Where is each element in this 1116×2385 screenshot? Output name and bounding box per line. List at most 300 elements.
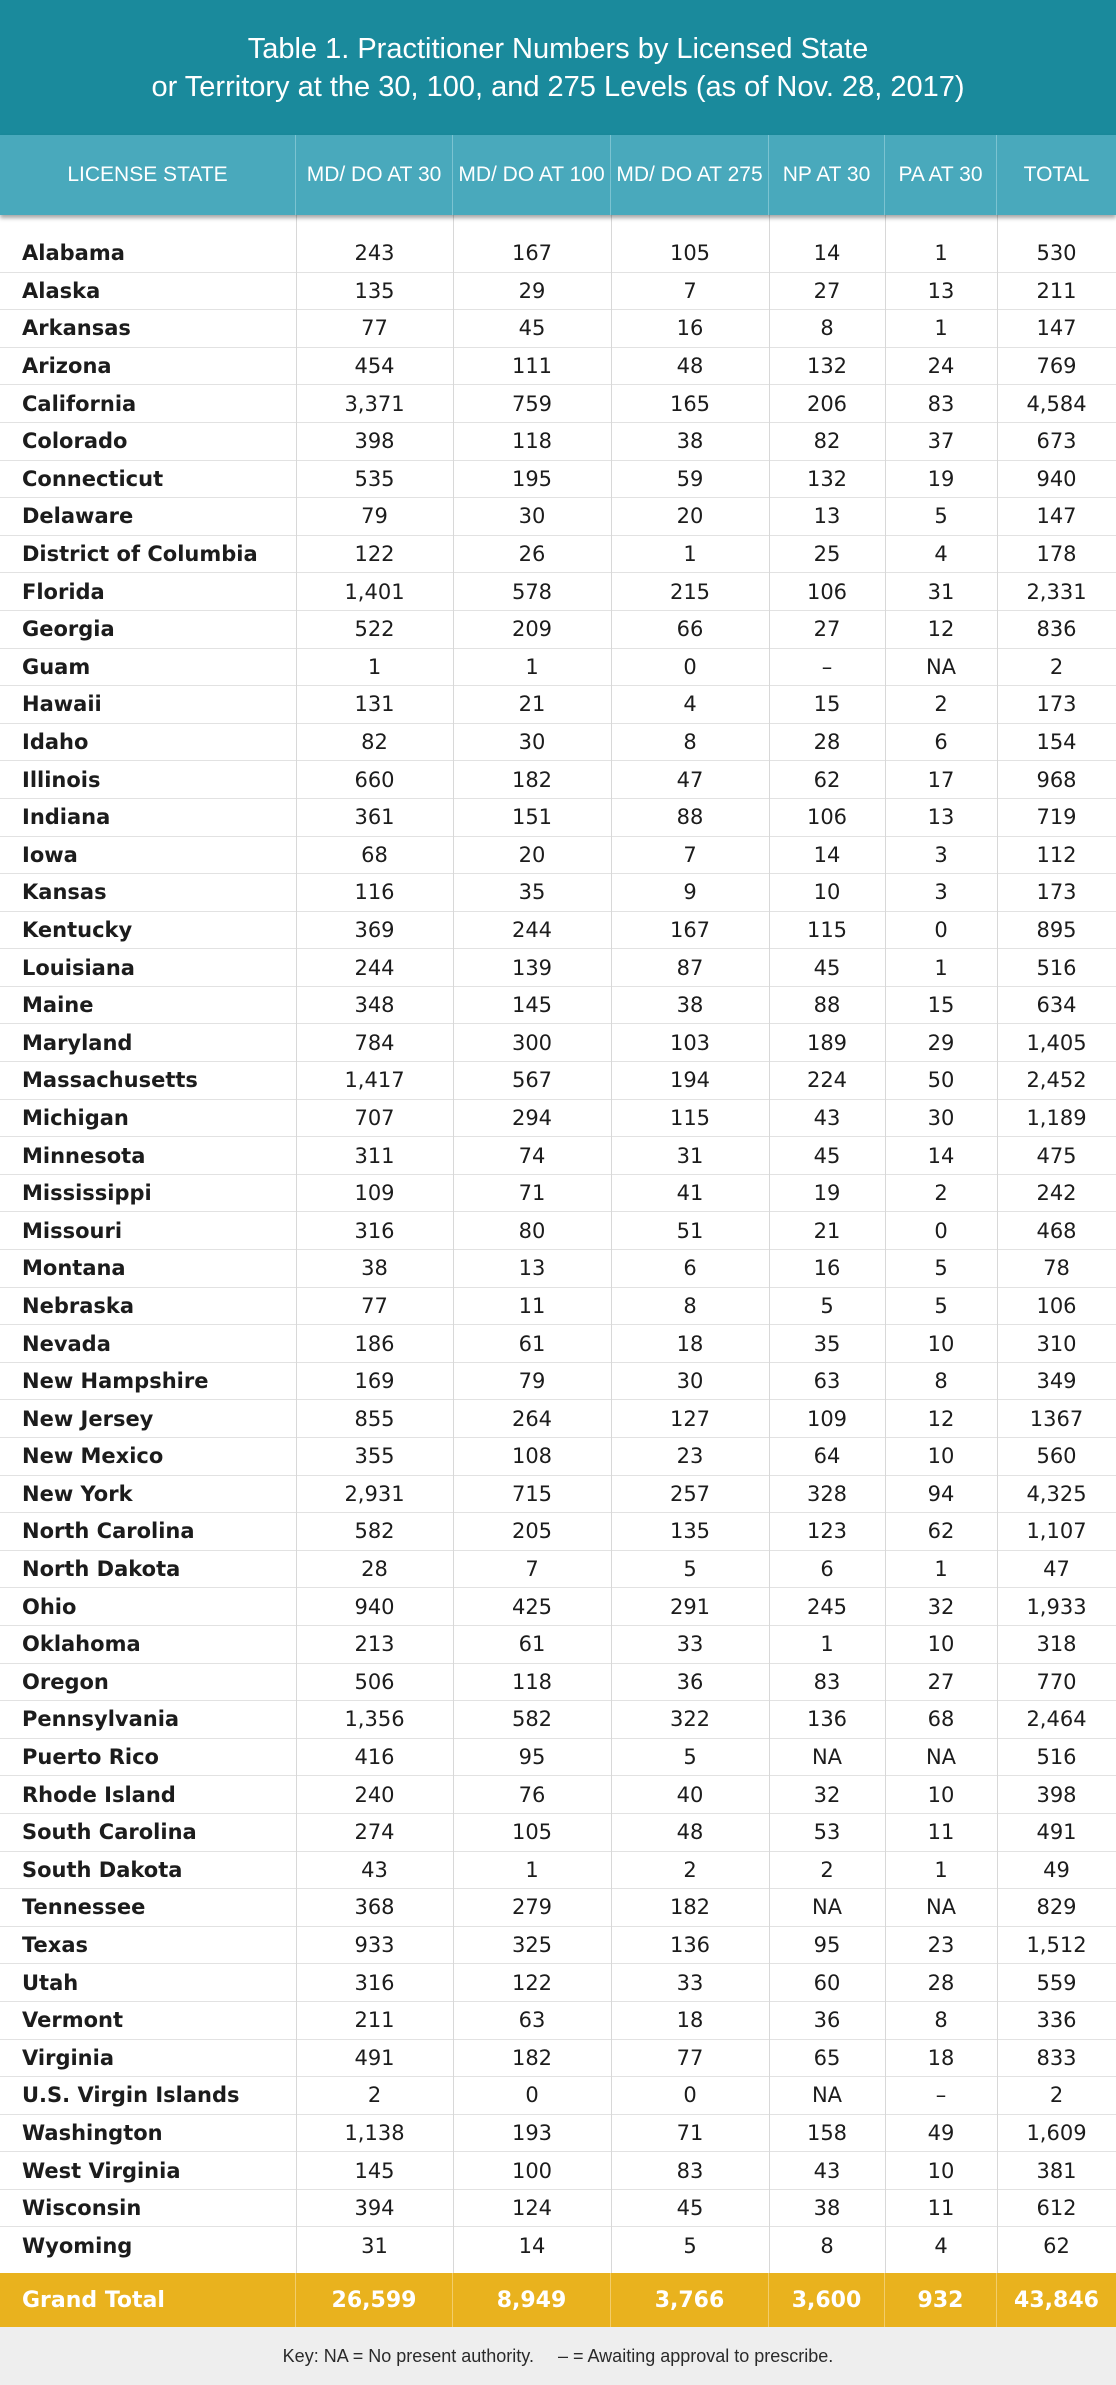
value-cell: 940: [1036, 466, 1077, 491]
value-cell: 454: [354, 354, 395, 379]
table-row: [0, 2227, 1116, 2265]
value-cell: 784: [354, 1030, 395, 1055]
table-row: [0, 1739, 1116, 1777]
table-row: [0, 1588, 1116, 1626]
value-cell: 582: [354, 1519, 395, 1544]
value-cell: 14: [927, 1143, 955, 1168]
value-cell: 7: [683, 842, 697, 867]
grand-total-value: 8,949: [453, 2273, 611, 2327]
value-cell: 211: [354, 2008, 395, 2033]
value-cell: 76: [518, 1782, 546, 1807]
value-cell: 27: [927, 1669, 955, 1694]
state-name-cell: New Hampshire: [22, 1369, 209, 1394]
value-cell: 10: [927, 1444, 955, 1469]
value-cell: 118: [511, 429, 553, 454]
value-cell: 2: [820, 1857, 834, 1882]
state-name-cell: California: [22, 391, 137, 416]
value-cell: 182: [669, 1895, 711, 1920]
table-row: [0, 1363, 1116, 1401]
value-cell: 82: [361, 730, 388, 755]
value-cell: 349: [1036, 1369, 1077, 1394]
value-cell: 79: [518, 1369, 546, 1394]
value-cell: 165: [669, 391, 711, 416]
value-cell: 5: [683, 1557, 697, 1582]
table-row: [0, 1964, 1116, 2002]
value-cell: 94: [927, 1481, 955, 1506]
value-cell: 77: [676, 2045, 704, 2070]
value-cell: 355: [354, 1444, 395, 1469]
key-na: Key: NA = No present authority.: [282, 2345, 534, 2366]
value-cell: 2: [683, 1857, 697, 1882]
value-cell: 109: [806, 1406, 848, 1431]
value-cell: 66: [676, 617, 704, 642]
table-row: [0, 949, 1116, 987]
value-cell: 71: [518, 1181, 546, 1206]
value-cell: 1: [934, 955, 948, 980]
value-cell: 311: [354, 1143, 395, 1168]
table-row: [0, 1212, 1116, 1250]
value-cell: 37: [927, 429, 955, 454]
value-cell: 318: [1036, 1632, 1077, 1657]
value-cell: 1,138: [344, 2120, 405, 2145]
value-cell: 1: [525, 1857, 539, 1882]
value-cell: 1: [934, 316, 948, 341]
table-row: [0, 1288, 1116, 1326]
value-cell: 23: [927, 1933, 955, 1958]
table-row: [0, 2002, 1116, 2040]
table-row: [0, 1664, 1116, 1702]
value-cell: 21: [813, 1218, 841, 1243]
value-cell: 2,452: [1026, 1068, 1087, 1093]
value-cell: 567: [511, 1068, 553, 1093]
value-cell: 244: [511, 917, 553, 942]
state-name-cell: Illinois: [22, 767, 101, 792]
value-cell: 612: [1036, 2196, 1077, 2221]
grand-total-value: 932: [885, 2273, 997, 2327]
value-cell: 167: [669, 917, 711, 942]
value-cell: 27: [813, 617, 841, 642]
value-cell: 61: [518, 1331, 546, 1356]
table-row: [0, 1062, 1116, 1100]
state-name-cell: South Dakota: [22, 1857, 183, 1882]
table-row: [0, 1889, 1116, 1927]
value-cell: 1: [820, 1632, 834, 1657]
value-cell: 16: [813, 1256, 841, 1281]
value-cell: 2,464: [1026, 1707, 1087, 1732]
state-name-cell: Georgia: [22, 617, 115, 642]
value-cell: 115: [806, 917, 848, 942]
value-cell: 11: [927, 2196, 955, 2221]
state-name-cell: U.S. Virgin Islands: [22, 2083, 240, 2108]
value-cell: 559: [1036, 1970, 1077, 1995]
value-cell: 245: [806, 1594, 848, 1619]
value-cell: 38: [676, 429, 704, 454]
value-cell: 707: [354, 1105, 395, 1130]
value-cell: 5: [934, 504, 948, 529]
value-cell: 1367: [1029, 1406, 1084, 1431]
value-cell: 123: [806, 1519, 848, 1544]
state-name-cell: Alaska: [22, 278, 101, 303]
value-cell: 50: [927, 1068, 955, 1093]
value-cell: 49: [1043, 1857, 1070, 1882]
value-cell: 1: [934, 1557, 948, 1582]
value-cell: 3,371: [344, 391, 405, 416]
grand-total-value: 3,600: [769, 2273, 885, 2327]
value-cell: 1: [934, 241, 948, 266]
table-row: [0, 310, 1116, 348]
value-cell: 425: [511, 1594, 553, 1619]
value-cell: 291: [669, 1594, 711, 1619]
grand-total-value: 3,766: [611, 2273, 769, 2327]
value-cell: 833: [1036, 2045, 1077, 2070]
table-row: [0, 1325, 1116, 1363]
state-name-cell: Washington: [22, 2120, 163, 2145]
value-cell: 18: [927, 2045, 955, 2070]
value-cell: 1: [367, 654, 382, 679]
value-cell: 51: [676, 1218, 704, 1243]
table-row: [0, 2115, 1116, 2153]
value-cell: 294: [511, 1105, 553, 1130]
value-cell: 10: [927, 1331, 955, 1356]
state-name-cell: Colorado: [22, 429, 128, 454]
value-cell: 10: [813, 880, 841, 905]
state-name-cell: North Carolina: [22, 1519, 195, 1544]
value-cell: 62: [927, 1519, 955, 1544]
table-row: [0, 2077, 1116, 2115]
value-cell: 63: [813, 1369, 841, 1394]
table-row: [0, 1400, 1116, 1438]
value-cell: 122: [511, 1970, 553, 1995]
value-cell: 48: [676, 354, 704, 379]
value-cell: 7: [683, 278, 697, 303]
value-cell: 33: [676, 1970, 704, 1995]
value-cell: 132: [806, 466, 848, 491]
value-cell: 516: [1036, 1745, 1077, 1770]
value-cell: 0: [934, 917, 948, 942]
table-row: [0, 1024, 1116, 1062]
value-cell: 205: [511, 1519, 553, 1544]
table-row: [0, 2190, 1116, 2228]
value-cell: 4,584: [1026, 391, 1087, 416]
value-cell: 43: [361, 1857, 388, 1882]
value-cell: 31: [361, 2234, 388, 2259]
table-row: [0, 273, 1116, 311]
value-cell: 8: [683, 1293, 697, 1318]
table-key: [0, 2327, 1116, 2385]
value-cell: 1,356: [344, 1707, 405, 1732]
value-cell: 83: [927, 391, 955, 416]
value-cell: 12: [927, 617, 955, 642]
grand-total-row: [0, 2273, 1116, 2327]
value-cell: 4: [934, 542, 948, 567]
table-row: [0, 573, 1116, 611]
state-name-cell: Arizona: [22, 354, 112, 379]
value-cell: 2: [1049, 654, 1064, 679]
value-cell: 63: [518, 2008, 546, 2033]
table-row: [0, 724, 1116, 762]
table-row: [0, 799, 1116, 837]
value-cell: 182: [511, 767, 553, 792]
value-cell: 11: [927, 1820, 955, 1845]
value-cell: 215: [669, 579, 711, 604]
value-cell: 13: [518, 1256, 546, 1281]
value-cell: 16: [676, 316, 704, 341]
grand-total-label: Grand Total: [0, 2273, 296, 2327]
value-cell: 105: [511, 1820, 553, 1845]
value-cell: 23: [676, 1444, 704, 1469]
value-cell: 38: [361, 1256, 388, 1281]
state-name-cell: South Carolina: [22, 1820, 197, 1845]
value-cell: 719: [1036, 805, 1077, 830]
state-name-cell: New Jersey: [22, 1406, 154, 1431]
table-row: [0, 235, 1116, 273]
state-name-cell: Michigan: [22, 1105, 129, 1130]
state-name-cell: Ohio: [22, 1594, 77, 1619]
state-name-cell: Pennsylvania: [22, 1707, 180, 1732]
value-cell: 65: [813, 2045, 841, 2070]
value-cell: 257: [669, 1481, 711, 1506]
value-cell: 132: [806, 354, 848, 379]
state-name-cell: Guam: [22, 654, 91, 679]
state-name-cell: Utah: [22, 1970, 79, 1995]
column-header: MD/ DO AT 275: [611, 135, 769, 215]
value-cell: 336: [1036, 2008, 1077, 2033]
value-cell: 106: [806, 805, 848, 830]
value-cell: 147: [1036, 504, 1077, 529]
value-cell: 6: [934, 730, 948, 755]
value-cell: 5: [934, 1293, 948, 1318]
value-cell: 560: [1036, 1444, 1077, 1469]
state-name-cell: District of Columbia: [22, 542, 258, 567]
value-cell: 24: [927, 354, 955, 379]
value-cell: 829: [1036, 1895, 1077, 1920]
table-row: [0, 912, 1116, 950]
value-cell: NA: [925, 1745, 957, 1770]
value-cell: 1,417: [344, 1068, 405, 1093]
value-cell: 8: [934, 2008, 948, 2033]
value-cell: NA: [925, 1895, 957, 1920]
value-cell: 243: [354, 241, 395, 266]
value-cell: 78: [1043, 1256, 1070, 1281]
table-row: [0, 1175, 1116, 1213]
table-row: [0, 761, 1116, 799]
value-cell: 43: [813, 1105, 841, 1130]
table-row: [0, 1701, 1116, 1739]
value-cell: 715: [511, 1481, 553, 1506]
value-cell: 316: [354, 1970, 395, 1995]
value-cell: 274: [354, 1820, 395, 1845]
column-header-row: [0, 135, 1116, 215]
value-cell: 136: [669, 1933, 711, 1958]
value-cell: 530: [1036, 241, 1077, 266]
value-cell: 933: [354, 1933, 395, 1958]
table-row: [0, 1776, 1116, 1814]
value-cell: 36: [676, 1669, 704, 1694]
value-cell: 3: [934, 842, 948, 867]
value-cell: 26: [518, 542, 546, 567]
value-cell: 62: [1043, 2234, 1070, 2259]
value-cell: 394: [354, 2196, 395, 2221]
value-cell: 135: [354, 278, 395, 303]
table-row: [0, 498, 1116, 536]
value-cell: 31: [676, 1143, 704, 1168]
state-name-cell: Minnesota: [22, 1143, 146, 1168]
value-cell: 173: [1036, 692, 1077, 717]
state-name-cell: Nevada: [22, 1331, 111, 1356]
table-row: [0, 1137, 1116, 1175]
value-cell: 108: [511, 1444, 553, 1469]
column-header: MD/ DO AT 100: [453, 135, 611, 215]
value-cell: 8: [820, 2234, 834, 2259]
state-name-cell: Oregon: [22, 1669, 109, 1694]
value-cell: 38: [813, 2196, 841, 2221]
title-line-1: Table 1. Practitioner Numbers by Licensed State: [247, 32, 869, 65]
value-cell: 136: [806, 1707, 848, 1732]
value-cell: 83: [676, 2158, 704, 2183]
value-cell: 13: [813, 504, 841, 529]
value-cell: 940: [354, 1594, 395, 1619]
value-cell: 300: [511, 1030, 553, 1055]
value-cell: 40: [676, 1782, 704, 1807]
value-cell: 31: [927, 579, 955, 604]
state-name-cell: Kansas: [22, 880, 107, 905]
value-cell: 158: [806, 2120, 848, 2145]
value-cell: 211: [1036, 278, 1077, 303]
value-cell: 369: [354, 917, 395, 942]
value-cell: 13: [927, 805, 955, 830]
value-cell: 5: [820, 1293, 834, 1318]
state-name-cell: Tennessee: [22, 1895, 146, 1920]
value-cell: 5: [934, 1256, 948, 1281]
state-name-cell: Arkansas: [22, 316, 131, 341]
value-cell: 836: [1036, 617, 1077, 642]
value-cell: 131: [354, 692, 395, 717]
value-cell: 28: [361, 1557, 388, 1582]
value-cell: 398: [1036, 1782, 1077, 1807]
value-cell: 186: [354, 1331, 395, 1356]
value-cell: 95: [813, 1933, 841, 1958]
value-cell: 506: [354, 1669, 395, 1694]
value-cell: 45: [676, 2196, 704, 2221]
value-cell: 53: [813, 1820, 841, 1845]
value-cell: 74: [518, 1143, 546, 1168]
value-cell: 240: [354, 1782, 395, 1807]
value-cell: 88: [813, 993, 841, 1018]
value-cell: 19: [927, 466, 955, 491]
value-cell: 2: [934, 692, 948, 717]
value-cell: 118: [511, 1669, 553, 1694]
value-cell: 759: [511, 391, 553, 416]
value-cell: 45: [518, 316, 546, 341]
value-cell: 20: [518, 842, 546, 867]
table-row: [0, 1476, 1116, 1514]
table-row: [0, 461, 1116, 499]
value-cell: 348: [354, 993, 395, 1018]
value-cell: 95: [518, 1745, 546, 1770]
table-row: [0, 348, 1116, 386]
value-cell: 21: [518, 692, 546, 717]
title-line-2: or Territory at the 30, 100, and 275 Levels (as of Nov. 28, 2017): [151, 70, 965, 103]
value-cell: 522: [354, 617, 395, 642]
state-name-cell: North Dakota: [22, 1557, 181, 1582]
value-cell: 1,189: [1026, 1105, 1087, 1130]
value-cell: 9: [683, 880, 697, 905]
state-name-cell: Missouri: [22, 1218, 123, 1243]
value-cell: 103: [669, 1030, 711, 1055]
value-cell: 30: [518, 504, 546, 529]
value-cell: 30: [927, 1105, 955, 1130]
value-cell: 115: [669, 1105, 711, 1130]
value-cell: 45: [813, 1143, 841, 1168]
state-name-cell: Delaware: [22, 504, 134, 529]
table-title: [0, 0, 1116, 135]
value-cell: 127: [669, 1406, 711, 1431]
value-cell: 64: [813, 1444, 841, 1469]
grand-total-value: 43,846: [1014, 2287, 1099, 2313]
value-cell: 14: [518, 2234, 546, 2259]
value-cell: 770: [1036, 1669, 1077, 1694]
value-cell: 43: [813, 2158, 841, 2183]
value-cell: 15: [927, 993, 955, 1018]
value-cell: 11: [518, 1293, 546, 1318]
value-cell: 316: [354, 1218, 395, 1243]
value-cell: NA: [811, 2083, 843, 2108]
value-cell: –: [935, 2083, 947, 2108]
value-cell: 29: [518, 278, 546, 303]
value-cell: 27: [813, 278, 841, 303]
value-cell: 10: [927, 1632, 955, 1657]
value-cell: 535: [354, 466, 395, 491]
value-cell: NA: [811, 1745, 843, 1770]
value-cell: 8: [683, 730, 697, 755]
value-cell: 83: [813, 1669, 841, 1694]
value-cell: NA: [925, 654, 957, 679]
value-cell: 6: [820, 1557, 834, 1582]
value-cell: 491: [354, 2045, 395, 2070]
table-row: [0, 536, 1116, 574]
value-cell: 41: [676, 1181, 704, 1206]
state-name-cell: Indiana: [22, 805, 111, 830]
value-cell: 79: [361, 504, 388, 529]
value-cell: 30: [676, 1369, 704, 1394]
value-cell: 264: [511, 1406, 553, 1431]
value-cell: 87: [676, 955, 704, 980]
value-cell: 145: [511, 993, 553, 1018]
value-cell: 109: [354, 1181, 395, 1206]
value-cell: 15: [813, 692, 841, 717]
value-cell: 38: [676, 993, 704, 1018]
value-cell: 25: [813, 542, 841, 567]
value-cell: 2: [1049, 2083, 1064, 2108]
value-cell: 178: [1036, 542, 1077, 567]
column-header: LICENSE STATE: [0, 135, 296, 215]
grand-total-value: 26,599: [296, 2273, 453, 2327]
value-cell: 14: [813, 241, 841, 266]
value-cell: NA: [811, 1895, 843, 1920]
column-header: PA AT 30: [885, 135, 997, 215]
state-name-cell: Idaho: [22, 730, 89, 755]
table-row: [0, 1626, 1116, 1664]
value-cell: 47: [676, 767, 704, 792]
value-cell: 769: [1036, 354, 1077, 379]
table-row: [0, 611, 1116, 649]
value-cell: 100: [511, 2158, 553, 2183]
state-name-cell: Rhode Island: [22, 1782, 176, 1807]
value-cell: 59: [676, 466, 704, 491]
value-cell: 673: [1036, 429, 1077, 454]
value-cell: 0: [683, 654, 697, 679]
column-header: MD/ DO AT 30: [296, 135, 453, 215]
